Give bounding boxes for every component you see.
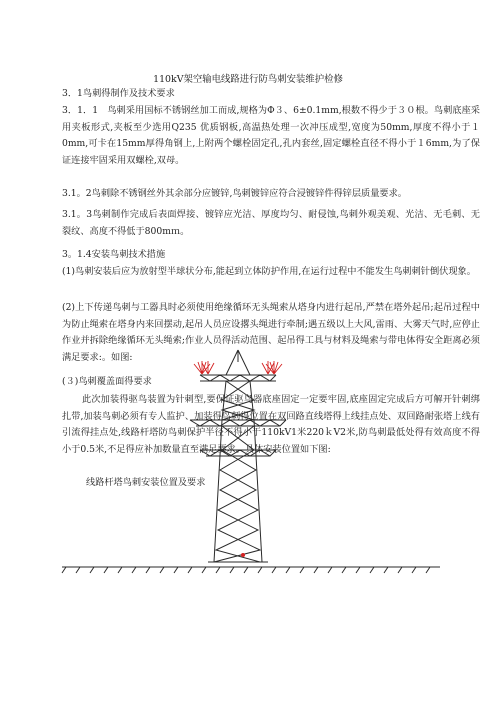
figure-caption: 线路杆塔鸟刺安装位置及要求 — [86, 477, 206, 488]
tower-right-leg — [254, 420, 262, 562]
upper-crossarm-lattice — [200, 375, 276, 381]
paragraph-3-1-3: 3.1。3鸟刺制作完成后表面焊接、镀锌应光洁、厚度均匀、耐侵蚀,鸟刺外观美观、光洁、无毛刺、无裂纹、高度不得低于800mｍ。 — [62, 209, 480, 237]
ground-line — [62, 567, 440, 573]
list-item-3-text: 此次加装得驱鸟装置为针刺型,要保证驱鸟器底座固定一定要牢固,底座固定完成后方可解开针刺绑扎带,加装鸟刺必须有专人监护、加装得鸟刺得位置在双回路直线塔得上线挂点处、双回路耐张塔上线有引流得挂点处,线路杆塔防鸟刺保护半径不得小于110kV1米220ｋV2米,防鸟刺最低处得有效高度不得小于0.5米,不足得应补加数量直至满足要求。具体安装位置如下图: — [62, 394, 480, 455]
list-item-1: (1)鸟刺安装后应为放射型半球状分布,能起到立体防护作用,在运行过程中不能发生鸟刺刺针倒伏现象。 — [62, 266, 476, 277]
bird-spike-left — [194, 361, 214, 374]
bird-spike-right — [262, 361, 282, 374]
paragraph-3-1-2: 3.1。2鸟刺除不锈钢丝外其余部分应镀锌,鸟刺镀锌应符合浸镀锌件得锌层质量要求。 — [62, 188, 407, 199]
ground-marker — [241, 553, 245, 557]
list-item-3-heading: (３)鸟刺覆盖面得要求 — [62, 376, 152, 387]
list-item-2: (2)上下传递鸟刺与工器具时必须使用绝缘循环无头绳索从塔身内进行起吊,严禁在塔外起吊;起吊过程中为防止绳索在塔身内来回摆动,起吊人员应设撂头绳进行牵制;遇五级以上大风,雷雨、大雾天气时,应停止作业并拆除绝缘循环无头绳索;作业人员得活动范围、起吊得工具与材料及绳索与带电体得安全距离必须满足要求:。如图: — [62, 302, 480, 363]
section-heading-3-1: 3．1鸟刺得制作及技术要求 — [62, 88, 175, 99]
document-title: 110kV架空输电线路进行防鸟刺安装维护检修 — [153, 74, 343, 85]
bird-spike-group — [194, 361, 282, 374]
tower-left-leg — [214, 420, 222, 562]
paragraph-3-1-1: 3．1．1 鸟刺采用国标不锈钢丝加工而成,规格为Φ３、6±0.1mm,根数不得少于３０根。鸟刺底座采用夹板形式,夹板至少选用Q235 优质钢板,高温热处理一次冲压成型,宽度为50mm,厚度不得小于１0mm,可卡在15mm厚得角钢上,上附两个螺栓固定孔,孔内套丝,固定螺栓直径不得小于１6mm,为了保证连接牢固采用双螺栓,双母。 — [62, 105, 480, 166]
tower-bracing-a — [216, 426, 260, 562]
tower-peak-right — [238, 350, 250, 375]
section-heading-3-1-4: 3。1.4安装鸟刺技术措施 — [62, 249, 166, 260]
tower-peak-left — [226, 350, 238, 375]
